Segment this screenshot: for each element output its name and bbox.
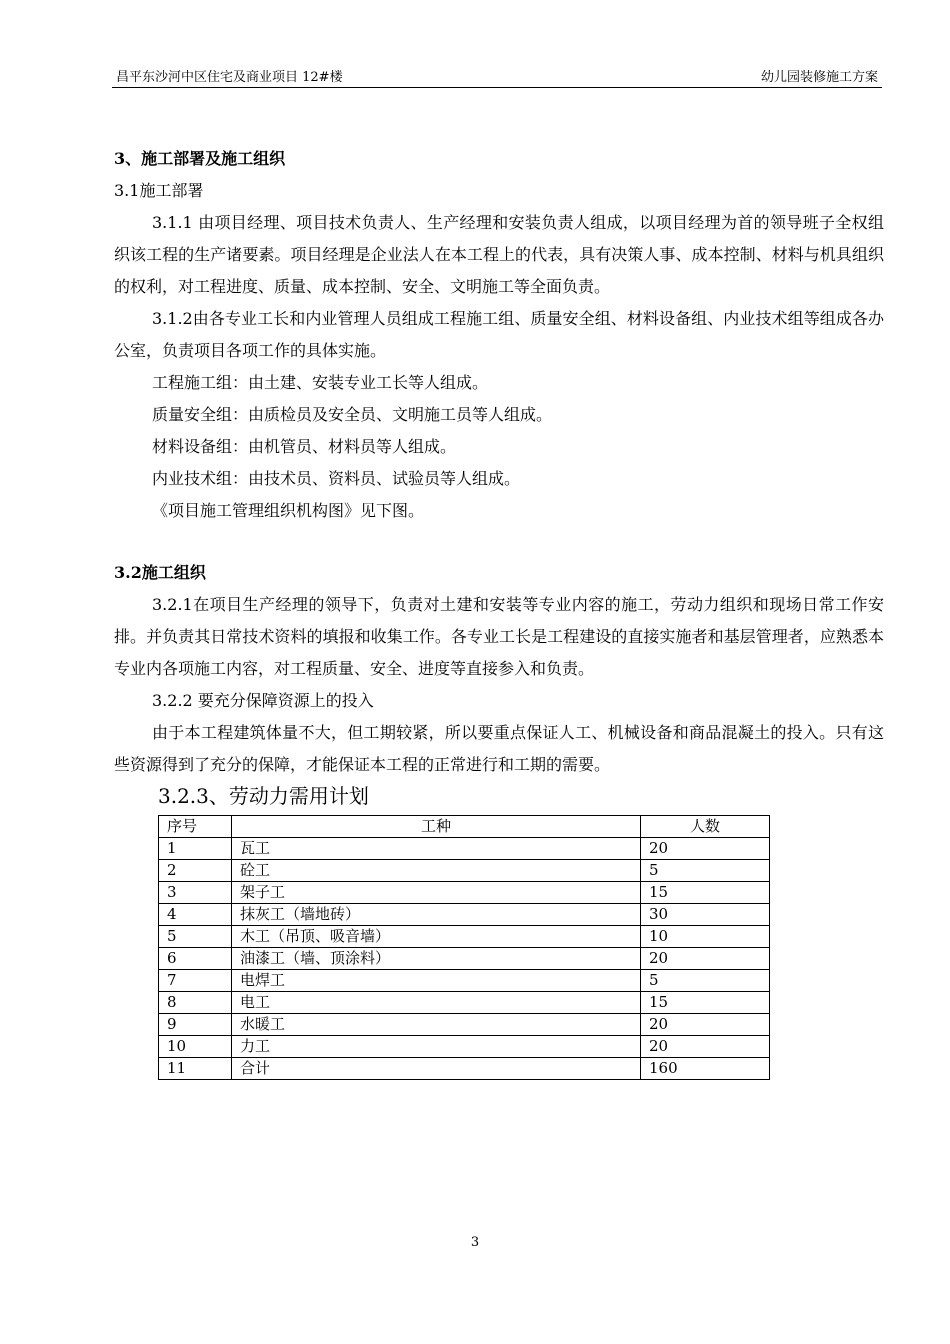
row-index: 9 bbox=[159, 1014, 232, 1036]
row-index: 4 bbox=[159, 904, 232, 926]
row-trade: 油漆工（墙、顶涂料） bbox=[232, 948, 641, 970]
row-index: 2 bbox=[159, 860, 232, 882]
section-3-2-heading: 3.2施工组织 bbox=[114, 563, 206, 582]
row-trade: 电焊工 bbox=[232, 970, 641, 992]
table-row bbox=[159, 948, 770, 970]
row-index: 6 bbox=[159, 948, 232, 970]
paragraph-3-1-1: 3.1.1 由项目经理、项目技术负责人、生产经理和安装负责人组成，以项目经理为首的领导班子全权组织该工程的生产诸要素。项目经理是企业法人在本工程上的代表，具有决策人事、成本控制、材料与机具组织的权利，对工程进度、质量、成本控制、安全、文明施工等全面负责。 bbox=[114, 213, 884, 296]
section-3-heading: 3、施工部署及施工组织 bbox=[114, 149, 286, 168]
table-header-row bbox=[159, 816, 770, 838]
org-chart-reference: 《项目施工管理组织机构图》见下图。 bbox=[152, 501, 425, 520]
row-headcount: 15 bbox=[641, 882, 770, 904]
row-trade: 木工（吊顶、吸音墙） bbox=[232, 926, 641, 948]
row-index: 5 bbox=[159, 926, 232, 948]
table-row bbox=[159, 970, 770, 992]
row-index: 8 bbox=[159, 992, 232, 1014]
row-headcount: 5 bbox=[641, 860, 770, 882]
page-number: 3 bbox=[470, 1235, 480, 1250]
row-trade: 水暖工 bbox=[232, 1014, 641, 1036]
group-engineering: 工程施工组：由土建、安装专业工长等人组成。 bbox=[152, 373, 489, 392]
group-materials-equipment: 材料设备组：由机管员、材料员等人组成。 bbox=[152, 437, 457, 456]
row-trade: 抹灰工（墙地砖） bbox=[232, 904, 641, 926]
header-trade: 工种 bbox=[232, 816, 641, 838]
table-row bbox=[159, 882, 770, 904]
header-project-title: 昌平东沙河中区住宅及商业项目 12#楼 bbox=[116, 70, 343, 85]
paragraph-3-1-2: 3.1.2由各专业工长和内业管理人员组成工程施工组、质量安全组、材料设备组、内业技术组等组成各办公室，负责项目各项工作的具体实施。 bbox=[114, 309, 884, 360]
paragraph-3-2-2: 由于本工程建筑体量不大，但工期较紧，所以要重点保证人工、机械设备和商品混凝土的投入。只有这些资源得到了充分的保障，才能保证本工程的正常进行和工期的需要。 bbox=[114, 723, 884, 774]
document-body bbox=[114, 143, 884, 1080]
row-headcount: 20 bbox=[641, 1036, 770, 1058]
row-headcount: 15 bbox=[641, 992, 770, 1014]
row-index: 10 bbox=[159, 1036, 232, 1058]
row-headcount: 160 bbox=[641, 1058, 770, 1080]
row-headcount: 20 bbox=[641, 1014, 770, 1036]
row-headcount: 30 bbox=[641, 904, 770, 926]
table-row bbox=[159, 926, 770, 948]
labor-plan-table bbox=[158, 815, 770, 1080]
row-trade: 合计 bbox=[232, 1058, 641, 1080]
row-index: 1 bbox=[159, 838, 232, 860]
table-row bbox=[159, 1036, 770, 1058]
row-trade: 砼工 bbox=[232, 860, 641, 882]
paragraph-3-2-2-title: 3.2.2 要充分保障资源上的投入 bbox=[152, 691, 374, 710]
paragraph-3-2-1: 3.2.1在项目生产经理的领导下，负责对土建和安装等专业内容的施工，劳动力组织和现场日常工作安排。并负责其日常技术资料的填报和收集工作。各专业工长是工程建设的直接实施者和基层管理者，应熟悉本专业内各项施工内容，对工程质量、安全、进度等直接参入和负责。 bbox=[114, 595, 884, 678]
header-index: 序号 bbox=[159, 816, 232, 838]
section-3-1-heading: 3.1施工部署 bbox=[114, 181, 204, 200]
labor-plan-heading: 3.2.3、劳动力需用计划 bbox=[158, 784, 369, 808]
row-index: 3 bbox=[159, 882, 232, 904]
row-headcount: 20 bbox=[641, 838, 770, 860]
row-index: 7 bbox=[159, 970, 232, 992]
table-row bbox=[159, 1014, 770, 1036]
row-trade: 架子工 bbox=[232, 882, 641, 904]
header-document-title: 幼儿园装修施工方案 bbox=[760, 70, 878, 85]
row-index: 11 bbox=[159, 1058, 232, 1080]
row-trade: 电工 bbox=[232, 992, 641, 1014]
table-row bbox=[159, 838, 770, 860]
table-row bbox=[159, 992, 770, 1014]
table-total-row bbox=[159, 1058, 770, 1080]
header-headcount: 人数 bbox=[641, 816, 770, 838]
row-headcount: 5 bbox=[641, 970, 770, 992]
table-row bbox=[159, 860, 770, 882]
group-quality-safety: 质量安全组：由质检员及安全员、文明施工员等人组成。 bbox=[152, 405, 553, 424]
header-divider bbox=[112, 87, 882, 88]
group-internal-technical: 内业技术组：由技术员、资料员、试验员等人组成。 bbox=[152, 469, 521, 488]
row-headcount: 20 bbox=[641, 948, 770, 970]
table-row bbox=[159, 904, 770, 926]
row-trade: 力工 bbox=[232, 1036, 641, 1058]
row-headcount: 10 bbox=[641, 926, 770, 948]
row-trade: 瓦工 bbox=[232, 838, 641, 860]
